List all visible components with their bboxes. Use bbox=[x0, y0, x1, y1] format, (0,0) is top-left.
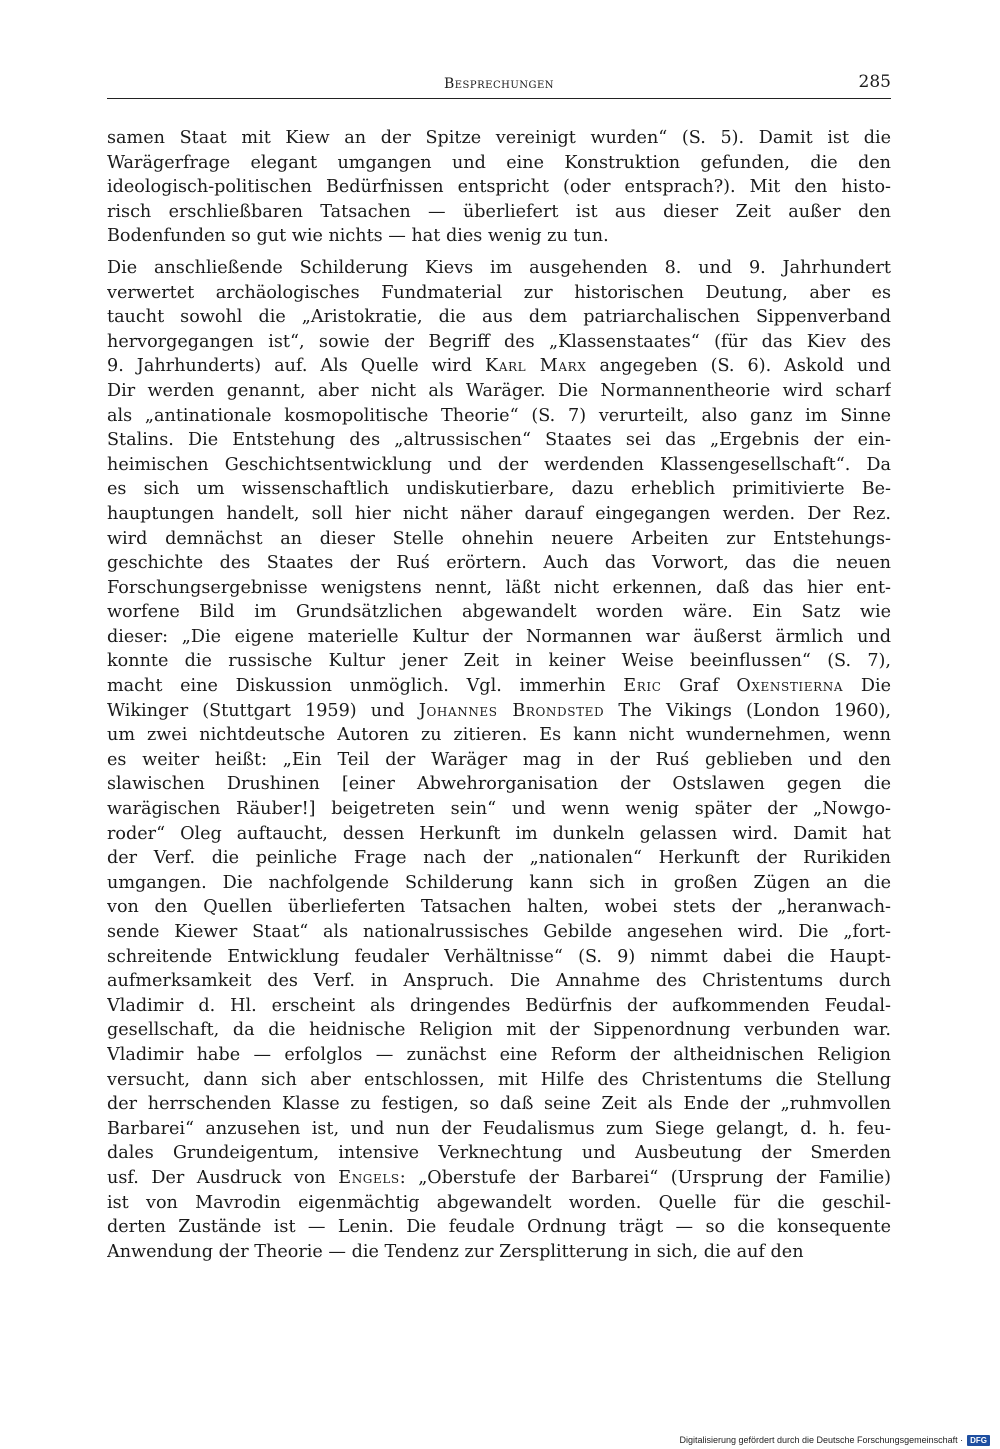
text-line: versucht, dann sich aber entschlossen, mit Hilfe des Christentums die Stellung bbox=[107, 1069, 891, 1090]
text-line: Die anschließende Schilderung Kievs im ausgehenden 8. und 9. Jahrhundert bbox=[107, 257, 891, 278]
text-line: schreitende Entwicklung feudaler Verhältnisse“ (S. 9) nimmt dabei die Haupt- bbox=[107, 946, 891, 967]
text-line: hauptungen handelt, soll hier nicht näher darauf eingegangen werden. Der Rez. bbox=[107, 503, 891, 524]
author-name: Oxenstierna bbox=[736, 676, 844, 697]
text-line: macht eine Diskussion unmöglich. Vgl. immerhin Eric Graf Oxenstierna Die bbox=[107, 676, 891, 697]
paragraph bbox=[107, 256, 891, 1264]
text-line: Forschungsergebnisse wenigstens nennt, läßt nicht erkennen, daß das hier ent- bbox=[107, 577, 891, 598]
text-line: von den Quellen überlieferten Tatsachen halten, wobei stets der „heranwach- bbox=[107, 897, 891, 918]
text-line: gesellschaft, da die heidnische Religion mit der Sippenordnung verbunden war. bbox=[107, 1020, 891, 1041]
header-title: Besprechungen bbox=[443, 76, 555, 92]
text-line: Barbarei“ anzusehen ist, und nun der Feudalismus zum Siege gelangt, d. h. feu- bbox=[107, 1118, 891, 1139]
text-line: sende Kiewer Staat“ als nationalrussisches Gebilde angesehen wird. Die „fort- bbox=[107, 922, 891, 942]
text-line: risch erschließbaren Tatsachen — überliefert ist aus dieser Zeit außer den bbox=[107, 201, 891, 222]
text-line: es sich um wissenschaftlich undiskutierbare, dazu erheblich primitivierte Be- bbox=[107, 479, 891, 500]
text-line: samen Staat mit Kiew an der Spitze vereinigt wurden“ (S. 5). Damit ist die bbox=[107, 128, 891, 148]
text-line: geschichte des Staates der Ruś erörtern. Auch das Vorwort, das die neuen bbox=[107, 553, 891, 574]
running-header bbox=[107, 72, 891, 94]
text-line: ideologisch-politischen Bedürfnissen entspricht (oder entsprach?). Mit den histo- bbox=[107, 177, 891, 198]
text-line: der Verf. die peinliche Frage nach der „nationalen“ Herkunft der Rurikiden bbox=[107, 848, 891, 869]
text-line: slawischen Drushinen [einer Abwehrorganisation der Ostslawen gegen die bbox=[107, 774, 891, 795]
paragraph bbox=[107, 126, 891, 249]
text-line: Vladimir d. Hl. erscheint als dringendes Bedürfnis der aufkommenden Feudal- bbox=[107, 995, 891, 1016]
text-line: Vladimir habe — erfolglos — zunächst eine Reform der altheidnischen Religion bbox=[107, 1044, 891, 1065]
text-line: wird demnächst an dieser Stelle ohnehin neuere Arbeiten zur Entstehungs- bbox=[107, 528, 891, 549]
text-line: Bodenfunden so gut wie nichts — hat dies wenig zu tun. bbox=[107, 226, 609, 247]
text-line: als „antinationale kosmopolitische Theorie“ (S. 7) verurteilt, also ganz im Sinne bbox=[107, 405, 891, 426]
text-line: Warägerfrage elegant umgangen und eine Konstruktion gefunden, die den bbox=[107, 152, 891, 173]
author-name: Johannes Brondsted bbox=[418, 700, 605, 721]
text-line: Stalins. Die Entstehung des „altrussischen“ Staates sei das „Ergebnis der ein- bbox=[107, 430, 891, 451]
header-rule bbox=[107, 98, 891, 99]
footer-credit: Digitalisierung gefördert durch die Deutsche Forschungsgemeinschaft · bbox=[679, 1435, 964, 1445]
text-line: dales Grundeigentum, intensive Verknechtung und Ausbeutung der Smerden bbox=[107, 1143, 891, 1164]
text-line: ist von Mavrodin eigenmächtig abgewandelt worden. Quelle für die geschil- bbox=[107, 1192, 891, 1213]
text-line: es weiter heißt: „Ein Teil der Waräger mag in der Ruś geblieben und den bbox=[107, 749, 891, 770]
text-line: worfene Bild im Grundsätzlichen abgewandelt worden wäre. Ein Satz wie bbox=[107, 602, 891, 623]
text-line: der herrschenden Klasse zu festigen, so daß seine Zeit als Ende der „ruhmvollen bbox=[107, 1094, 891, 1115]
text-line: um zwei nichtdeutsche Autoren zu zitieren. Es kann nicht wundernehmen, wenn bbox=[107, 725, 891, 746]
text-line: 9. Jahrhunderts) auf. Als Quelle wird Karl Marx angegeben (S. 6). Askold und bbox=[107, 356, 891, 377]
text-line: konnte die russische Kultur jener Zeit in keiner Weise beeinflussen“ (S. 7), bbox=[107, 651, 891, 672]
text-line: dieser: „Die eigene materielle Kultur der Normannen war äußerst ärmlich und bbox=[107, 626, 891, 647]
text-line: verwertet archäologisches Fundmaterial zur historischen Deutung, aber es bbox=[107, 282, 891, 303]
author-name: Karl Marx bbox=[484, 356, 587, 377]
text-line: Dir werden genannt, aber nicht als Waräger. Die Normannentheorie wird scharf bbox=[107, 380, 891, 401]
author-name: Engels bbox=[338, 1167, 400, 1188]
text-line: Anwendung der Theorie — die Tendenz zur Zersplitterung in sich, die auf den bbox=[107, 1241, 804, 1262]
text-line: hervorgegangen ist“, sowie der Begriff des „Klassenstaates“ (für das Kiev des bbox=[107, 331, 891, 352]
page-number: 285 bbox=[858, 72, 891, 92]
text-line: umgangen. Die nachfolgende Schilderung kann sich in großen Zügen an die bbox=[107, 872, 891, 893]
text-line: usf. Der Ausdruck von Engels: „Oberstufe der Barbarei“ (Ursprung der Familie) bbox=[107, 1167, 891, 1188]
text-line: warägischen Räuber!] beigetreten sein“ und wenn wenig später der „Nowgo- bbox=[107, 799, 891, 820]
text-line: aufmerksamkeit des Verf. in Anspruch. Die Annahme des Christentums durch bbox=[107, 971, 891, 992]
text-line: taucht sowohl die „Aristokratie, die aus dem patriarchalischen Sippenverband bbox=[107, 307, 891, 328]
text-line: Wikinger (Stuttgart 1959) und Johannes Brondsted The Vikings (London 1960), bbox=[107, 700, 891, 721]
body-text bbox=[107, 126, 891, 1264]
text-line: roder“ Oleg auftaucht, dessen Herkunft im dunkeln gelassen wird. Damit hat bbox=[107, 823, 891, 844]
text-line: heimischen Geschichtsentwicklung und der werdenden Klassengesellschaft“. Da bbox=[107, 454, 891, 475]
dfg-logo: DFG bbox=[967, 1435, 990, 1446]
text-line: derten Zustände ist — Lenin. Die feudale Ordnung trägt — so die konsequente bbox=[107, 1217, 891, 1238]
author-name: Eric bbox=[623, 676, 662, 697]
footer bbox=[679, 1433, 990, 1447]
